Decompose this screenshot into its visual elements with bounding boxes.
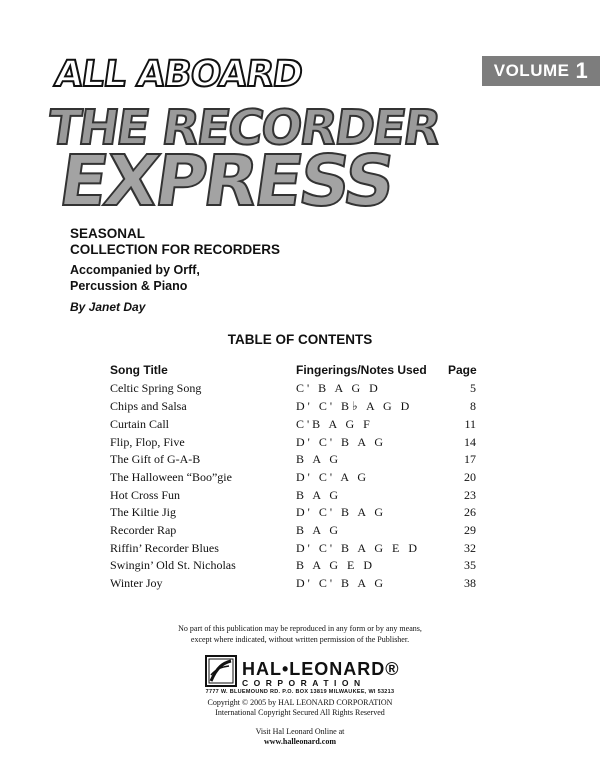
subtitle-line-4: Percussion & Piano [70,279,188,293]
publisher-name: HAL•LEONARD® [242,659,400,679]
copyright-line-2: International Copyright Secured All Rights Reserved [215,708,385,717]
subtitle-line-1: SEASONAL [70,226,146,241]
song-page: 8 [470,399,476,413]
song-notes: D' C' B A G [296,576,387,590]
song-title: Riffin’ Recorder Blues [110,541,219,555]
song-notes: D' C' B♭ A G D [296,399,413,413]
col-header-title: Song Title [110,363,168,377]
visit-text: Visit Hal Leonard Online at [255,727,345,736]
table-row [0,576,600,594]
volume-number: 1 [575,58,589,83]
table-row [0,470,600,488]
song-page: 14 [464,435,476,449]
song-title: Swingin’ Old St. Nicholas [110,558,236,572]
song-title: Recorder Rap [110,523,177,537]
volume-badge [482,56,600,86]
song-page: 32 [464,541,476,555]
legal-notice [0,623,600,645]
legal-line-1: No part of this publication may be reproduced in any form or by any means, [178,624,422,633]
table-row [0,523,600,541]
col-header-notes: Fingerings/Notes Used [296,363,427,377]
subtitle-line-3: Accompanied by Orff, [70,263,200,277]
title-line-2: THE RECORDER [44,100,443,156]
table-row [0,399,600,417]
song-title: Curtain Call [110,417,169,431]
song-title: Hot Cross Fun [110,488,181,502]
song-notes: C'B A G F [296,417,373,431]
song-notes: D' C' A G [296,470,370,484]
table-row [0,435,600,453]
website-link[interactable]: www.halleonard.com [264,737,336,746]
table-row [0,558,600,576]
song-notes: C' B A G D [296,381,381,395]
song-title: The Halloween “Boo”gie [110,470,232,484]
title-line-3: EXPRESS [54,140,398,222]
song-title: The Kiltie Jig [110,505,176,519]
table-row [0,505,600,523]
table-row [0,488,600,506]
song-title: Flip, Flop, Five [110,435,185,449]
song-page: 20 [464,470,476,484]
song-page: 29 [464,523,476,537]
visit-online [0,727,600,747]
table-row [0,541,600,559]
song-notes: D' C' B A G [296,435,387,449]
table-row [0,417,600,435]
song-page: 11 [464,417,476,431]
legal-line-2: except where indicated, without written permission of the Publisher. [190,635,410,644]
song-title: Chips and Salsa [110,399,187,413]
table-row [0,452,600,470]
title-line-1: ALL ABOARD [52,54,305,95]
song-title: Celtic Spring Song [110,381,202,395]
table-row [0,381,600,399]
song-page: 38 [464,576,476,590]
song-page: 35 [464,558,476,572]
copyright-line-1: Copyright © 2005 by HAL LEONARD CORPORATION [207,698,393,707]
song-notes: D' C' B A G E D [296,541,421,555]
song-page: 23 [464,488,476,502]
song-notes: B A G [296,452,342,466]
song-notes: D' C' B A G [296,505,387,519]
hal-leonard-logo-icon [205,655,237,687]
song-notes: B A G [296,488,342,502]
subtitle-line-2: COLLECTION FOR RECORDERS [70,242,281,257]
toc-heading: TABLE OF CONTENTS [227,332,373,347]
song-page: 17 [464,452,476,466]
publisher-corp: CORPORATION [242,678,366,688]
col-header-page: Page [448,363,477,377]
song-title: Winter Joy [110,576,163,590]
song-notes: B A G E D [296,558,376,572]
song-page: 26 [464,505,476,519]
song-title: The Gift of G-A-B [110,452,201,466]
song-page: 5 [470,381,476,395]
copyright [0,698,600,718]
author: By Janet Day [70,300,146,314]
publisher-address: 7777 W. BLUEMOUND RD. P.O. BOX 13819 MILWAUKEE, WI 53213 [205,689,395,695]
song-notes: B A G [296,523,342,537]
volume-label: VOLUME [493,61,570,80]
